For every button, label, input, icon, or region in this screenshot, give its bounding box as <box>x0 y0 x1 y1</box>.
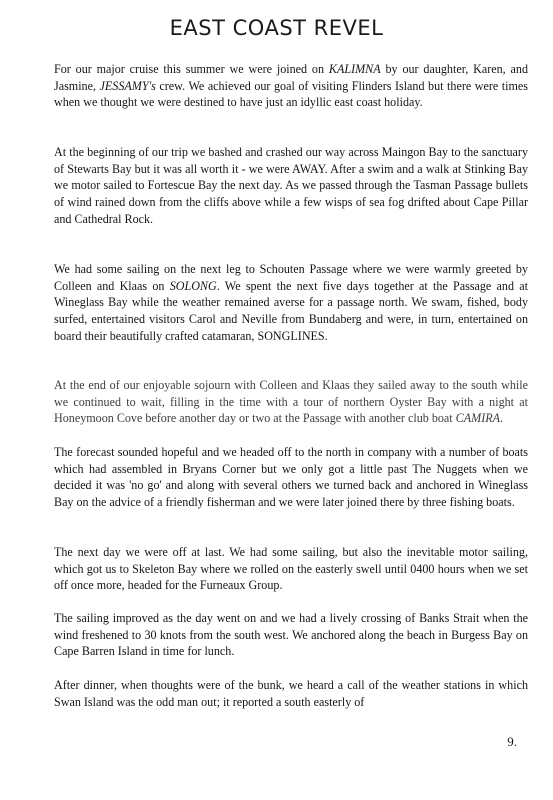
paragraph-4: At the end of our enjoyable sojourn with Colleen and Klaas they sailed away to the south while we continued to wait, filling in the time with a tour of northern Oyster Bay with a night at Honeymoon Cove before another day or two at the Passage with another club boat CAMIRA. <box>54 378 528 426</box>
paragraph-5: The forecast sounded hopeful and we headed off to the north in company with a number of boats which had assembled in Bryans Corner but we only got a little past The Nuggets when we decided it was 'no go' and along with several others we turned back and anchored in Wineglass Bay on the advice of a friendly fisherman and we were later joined there by three fishing boats. <box>54 445 528 510</box>
page-number: 9. <box>507 734 517 749</box>
paragraph-7: The sailing improved as the day went on and we had a lively crossing of Banks Strait when the wind freshened to 30 knots from the south west. We anchored along the beach in Burgess Bay on Cape Barren Island in time for lunch. <box>54 611 528 659</box>
vessel-name: CAMIRA <box>455 411 501 426</box>
paragraph-2: At the beginning of our trip we bashed and crashed our way across Maingon Bay to the sanctuary of Stewarts Bay but it was all worth it - we were AWAY. After a swim and a walk at Stinking Bay we motor sailed to Fortescue Bay the next day. As we passed through the Tasman Passage bullets of wind rained down from the cliffs above while a few wisps of sea fog drifted about Cape Pillar and Cathedral Rock. <box>54 145 528 226</box>
vessel-name: JESSAMY's <box>99 78 156 93</box>
paragraph-1: For our major cruise this summer we were joined on KALIMNA by our daughter, Karen, and Jasmine, JESSAMY's crew. We achieved our goal of visiting Flinders Island but there were times when we thought we were destined to have just an idyllic east coast holiday. <box>54 62 528 110</box>
paragraph-6: The next day we were off at last. We had some sailing, but also the inevitable motor sailing, which got us to Skeleton Bay where we rolled on the easterly swell until 0400 hours when we set off once more, headed for the Furneaux Group. <box>54 545 528 593</box>
paragraph-3: We had some sailing on the next leg to Schouten Passage where we were warmly greeted by Colleen and Klaas on SOLONG. We spent the next five days together at the Passage and at Wineglass Bay while the weather remained averse for a passage north. We swam, fished, body surfed, entertained visitors Carol and Neville from Bundaberg and were, in turn, entertained on board their beautifully crafted catamaran, SONGLINES. <box>54 262 528 343</box>
page-title: EAST COAST REVEL <box>169 16 384 40</box>
vessel-name: KALIMNA <box>328 62 381 76</box>
vessel-name: SOLONG <box>169 278 217 293</box>
paragraph-8: After dinner, when thoughts were of the bunk, we heard a call of the weather stations in which Swan Island was the odd man out; it reported a south easterly of <box>54 678 528 709</box>
